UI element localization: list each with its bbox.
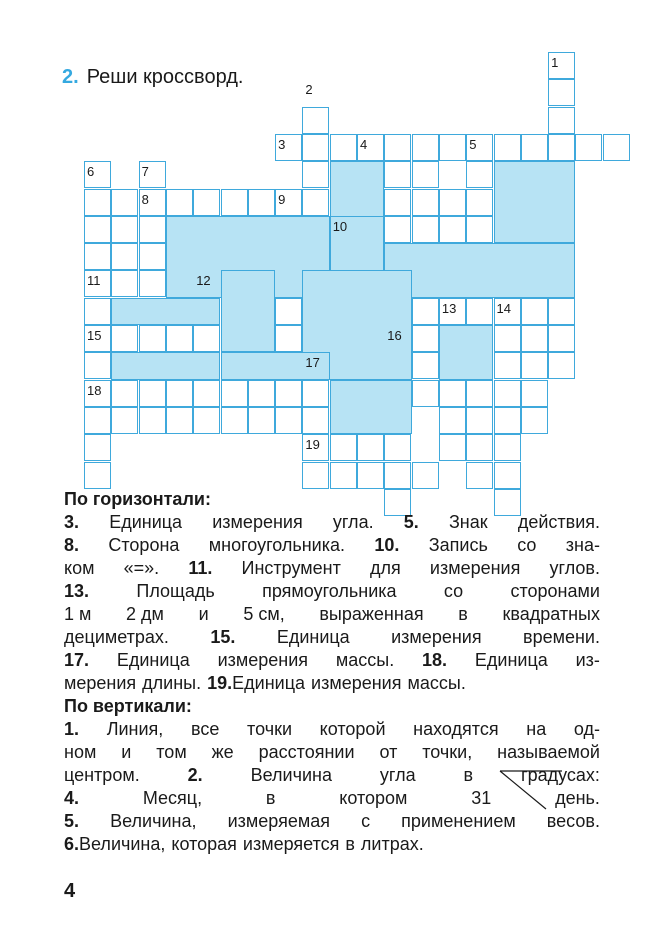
- clue-word: в: [458, 604, 468, 624]
- crossword-cell[interactable]: [221, 380, 248, 407]
- clue-word: Инструмент: [241, 558, 341, 578]
- crossword-cell[interactable]: [466, 462, 493, 489]
- crossword-cell[interactable]: [521, 352, 548, 379]
- crossword-cell[interactable]: [412, 134, 439, 161]
- shaded-block: [111, 298, 220, 325]
- clue-word: измерения: [212, 512, 303, 532]
- crossword-cell[interactable]: [494, 325, 521, 352]
- crossword-cell[interactable]: [139, 270, 166, 297]
- cell-number: 1: [551, 55, 559, 70]
- crossword-cell[interactable]: [302, 462, 329, 489]
- across-clues: [64, 511, 600, 695]
- clue-word: с: [361, 811, 371, 831]
- clue-word: находятся: [413, 719, 499, 739]
- clue-word: день.: [555, 788, 600, 808]
- crossword-cell[interactable]: [166, 407, 193, 434]
- clue-line: [64, 534, 600, 557]
- cell-number: 3: [278, 136, 286, 152]
- crossword-cell[interactable]: [439, 134, 466, 161]
- crossword-cell[interactable]: [330, 134, 357, 161]
- crossword-cell[interactable]: [439, 216, 466, 243]
- clue-word: градусах:: [521, 765, 600, 785]
- crossword-cell[interactable]: [248, 380, 275, 407]
- crossword-cell[interactable]: [357, 462, 384, 489]
- clue-number: 19.: [207, 673, 233, 693]
- crossword-cell[interactable]: [384, 189, 411, 216]
- crossword-cell[interactable]: [548, 107, 575, 134]
- crossword-cell[interactable]: [275, 380, 302, 407]
- clue-line: [64, 580, 600, 603]
- clue-line: [64, 557, 600, 580]
- crossword-cell[interactable]: [466, 216, 493, 243]
- crossword-cell[interactable]: [139, 380, 166, 407]
- clue-number: 5.: [403, 512, 419, 532]
- clue-word: для: [369, 558, 401, 578]
- shaded-block: [221, 270, 276, 352]
- crossword-cell[interactable]: [221, 407, 248, 434]
- crossword-cell[interactable]: [193, 325, 220, 352]
- crossword-cell[interactable]: [521, 407, 548, 434]
- clue-number: 6.: [64, 834, 80, 854]
- clue-word: угла.: [332, 512, 374, 532]
- clue-word: ном: [64, 742, 97, 762]
- clue-word: измеряется: [242, 834, 340, 854]
- clue-word: действия.: [517, 512, 600, 532]
- crossword-cell[interactable]: [166, 380, 193, 407]
- cell-number: 15: [87, 328, 102, 343]
- clue-word: точки,: [422, 742, 473, 762]
- cell-number: 13: [441, 300, 457, 316]
- crossword-cell[interactable]: [275, 407, 302, 434]
- clue-word: массы.: [335, 650, 395, 670]
- crossword-cell[interactable]: [548, 352, 575, 379]
- crossword-cell[interactable]: [412, 216, 439, 243]
- clue-word: применением: [401, 811, 516, 831]
- crossword-cell[interactable]: [494, 462, 521, 489]
- crossword-cell[interactable]: [412, 462, 439, 489]
- clue-number: 18.: [422, 650, 448, 670]
- clue-word: Единица: [474, 650, 548, 670]
- crossword-cell[interactable]: [139, 243, 166, 270]
- clue-word: же: [211, 742, 234, 762]
- clue-number: 10.: [374, 535, 400, 555]
- cell-number: 16: [387, 328, 402, 343]
- clue-word: Месяц,: [142, 788, 203, 808]
- clue-word: Единица: [109, 512, 183, 532]
- clue-line: [64, 833, 600, 856]
- clue-word: дециметрах.: [64, 627, 169, 647]
- clue-word: 31: [471, 788, 492, 808]
- crossword-cell[interactable]: [84, 434, 111, 461]
- clue-word: все: [190, 719, 220, 739]
- crossword-cell[interactable]: [548, 134, 575, 161]
- cell-number: 5: [469, 136, 477, 152]
- crossword-cell[interactable]: [466, 189, 493, 216]
- crossword-cell[interactable]: [111, 380, 138, 407]
- crossword-cell[interactable]: [384, 134, 411, 161]
- clue-number: 8.: [64, 535, 80, 555]
- crossword-cell[interactable]: [494, 380, 521, 407]
- crossword-cell[interactable]: [111, 325, 138, 352]
- crossword-cell[interactable]: [466, 298, 493, 325]
- crossword-cell[interactable]: [521, 325, 548, 352]
- crossword-cell[interactable]: [302, 407, 329, 434]
- cell-number: 17: [305, 355, 320, 371]
- clue-word: которой: [319, 719, 386, 739]
- cell-number: 7: [141, 164, 149, 180]
- clue-word: измерения: [217, 650, 309, 670]
- clue-word: называемой: [497, 742, 600, 762]
- crossword-cell[interactable]: [302, 161, 329, 188]
- crossword-cell[interactable]: [521, 298, 548, 325]
- crossword-cell[interactable]: [166, 325, 193, 352]
- crossword-cell[interactable]: [439, 380, 466, 407]
- clue-line: [64, 649, 600, 672]
- crossword-cell[interactable]: [275, 325, 302, 352]
- crossword-cell[interactable]: [412, 189, 439, 216]
- clue-number: 1.: [64, 719, 80, 739]
- clue-word: литрах.: [360, 834, 424, 854]
- clue-word: и: [121, 742, 132, 762]
- crossword-cell[interactable]: [466, 161, 493, 188]
- clue-number: 4.: [64, 788, 80, 808]
- crossword-cell[interactable]: [603, 134, 630, 161]
- shaded-block: [111, 352, 220, 379]
- clue-word: квадратных: [502, 604, 600, 624]
- crossword-cell[interactable]: [548, 79, 575, 106]
- clue-word: 2 дм: [126, 604, 164, 624]
- clue-word: которая: [171, 834, 237, 854]
- crossword-cell[interactable]: [302, 134, 329, 161]
- across-heading: По горизонтали:: [64, 489, 211, 509]
- clue-number: 13.: [64, 581, 90, 601]
- clue-word: прямоугольника: [262, 581, 397, 601]
- clue-word: котором: [339, 788, 408, 808]
- crossword-cell[interactable]: [357, 434, 384, 461]
- clue-line: [64, 626, 600, 649]
- crossword-cell[interactable]: [139, 325, 166, 352]
- crossword-cell[interactable]: [330, 434, 357, 461]
- clue-word: Площадь: [136, 581, 215, 601]
- clue-line: [64, 672, 600, 695]
- crossword-cell[interactable]: [548, 298, 575, 325]
- crossword-cell[interactable]: [521, 380, 548, 407]
- angle-icon: [498, 765, 568, 815]
- clue-word: в: [345, 834, 355, 854]
- down-heading: По вертикали:: [64, 696, 192, 716]
- clue-word: точки: [247, 719, 292, 739]
- crossword-cell[interactable]: [384, 161, 411, 188]
- clue-word: в: [463, 765, 474, 785]
- clue-word: углов.: [549, 558, 600, 578]
- crossword-cell[interactable]: [494, 352, 521, 379]
- crossword-cell[interactable]: [439, 189, 466, 216]
- clue-word: расстоянии: [258, 742, 355, 762]
- crossword-cell[interactable]: [466, 407, 493, 434]
- clue-word: массы.: [407, 673, 466, 693]
- clue-word: мерения: [64, 673, 137, 693]
- crossword-cell[interactable]: [384, 216, 411, 243]
- clue-word: времени.: [523, 627, 600, 647]
- clue-word: Величина,: [110, 811, 197, 831]
- shaded-block: [439, 325, 494, 380]
- crossword-cell[interactable]: [412, 380, 439, 407]
- clue-word: од-: [573, 719, 600, 739]
- clue-number: 3.: [64, 512, 80, 532]
- crossword-cell[interactable]: [193, 189, 220, 216]
- crossword-cell[interactable]: [111, 189, 138, 216]
- crossword-cell[interactable]: [494, 134, 521, 161]
- cell-number: 14: [496, 300, 511, 316]
- clue-number: 11.: [188, 558, 213, 578]
- clue-word: измерения: [391, 627, 482, 647]
- crossword-cell[interactable]: [248, 189, 275, 216]
- crossword-cell[interactable]: [193, 407, 220, 434]
- clue-number: 15.: [210, 627, 236, 647]
- clue-number: 2.: [187, 765, 203, 785]
- crossword-cell[interactable]: [221, 189, 248, 216]
- clue-word: Запись: [428, 535, 488, 555]
- clue-word: со: [517, 535, 537, 555]
- clue-word: Величина,: [79, 834, 166, 854]
- crossword-cell[interactable]: [139, 216, 166, 243]
- crossword-cell[interactable]: [521, 134, 548, 161]
- clue-word: Единица: [276, 627, 350, 647]
- crossword-cell[interactable]: [439, 407, 466, 434]
- clue-line: [64, 603, 600, 626]
- cell-number: 6: [87, 164, 95, 180]
- clue-line: [64, 718, 600, 741]
- crossword-cell[interactable]: [111, 270, 138, 297]
- clue-word: 1 м: [64, 604, 92, 624]
- clue-word: измерения: [429, 558, 521, 578]
- crossword-cell[interactable]: [84, 216, 111, 243]
- task-title: Реши кроссворд.: [86, 66, 244, 88]
- crossword-cell[interactable]: [248, 407, 275, 434]
- crossword-cell[interactable]: [384, 462, 411, 489]
- crossword-cell[interactable]: [494, 434, 521, 461]
- task-number: 2.: [62, 66, 79, 88]
- crossword-cell[interactable]: [466, 434, 493, 461]
- clue-word: на: [526, 719, 547, 739]
- crossword-cell[interactable]: [412, 325, 439, 352]
- clue-word: со: [443, 581, 464, 601]
- clue-word: «=».: [123, 558, 160, 578]
- crossword-cell[interactable]: [412, 298, 439, 325]
- crossword-cell[interactable]: [84, 407, 111, 434]
- cell-number: 9: [278, 191, 286, 207]
- clue-word: Единица: [116, 650, 190, 670]
- cell-number: 19: [305, 437, 320, 453]
- clue-word: выраженная: [319, 604, 424, 624]
- clue-word: от: [379, 742, 398, 762]
- clue-word: Сторона: [108, 535, 180, 555]
- cell-number: 12: [196, 273, 211, 289]
- crossword-cell[interactable]: [302, 380, 329, 407]
- crossword-cell[interactable]: [302, 107, 329, 134]
- crossword-cell[interactable]: [548, 325, 575, 352]
- page-number: 4: [64, 880, 76, 902]
- shaded-block: [494, 161, 576, 243]
- crossword-cell[interactable]: [193, 380, 220, 407]
- cell-number: 11: [87, 273, 101, 289]
- crossword-cell[interactable]: [111, 216, 138, 243]
- clue-word: измеряемая: [227, 811, 330, 831]
- crossword-cell[interactable]: [166, 189, 193, 216]
- crossword-cell[interactable]: [84, 243, 111, 270]
- clue-number: 5.: [64, 811, 80, 831]
- crossword-cell[interactable]: [84, 189, 111, 216]
- crossword-cell[interactable]: [84, 462, 111, 489]
- crossword-cell[interactable]: [302, 189, 329, 216]
- crossword-cell[interactable]: [384, 434, 411, 461]
- clue-word: угла: [379, 765, 416, 785]
- clue-word: Величина: [250, 765, 332, 785]
- clue-word: зна-: [565, 535, 600, 555]
- clue-word: Единица: [232, 673, 306, 693]
- cell-number: 10: [332, 218, 348, 234]
- clue-word: длины.: [142, 673, 202, 693]
- cell-number: 8: [141, 191, 149, 207]
- clue-word: весов.: [546, 811, 600, 831]
- clue-number: 17.: [64, 650, 90, 670]
- crossword-cell[interactable]: [111, 407, 138, 434]
- clue-word: многоугольника.: [208, 535, 346, 555]
- crossword-cell[interactable]: [111, 243, 138, 270]
- crossword-cell[interactable]: [84, 352, 111, 379]
- clue-word: Линия,: [106, 719, 164, 739]
- cell-number: 2: [305, 82, 313, 98]
- clue-word: 5 см,: [243, 604, 285, 624]
- crossword-cell[interactable]: [466, 380, 493, 407]
- crossword-cell[interactable]: [412, 161, 439, 188]
- crossword-cell[interactable]: [84, 298, 111, 325]
- clue-word: центром.: [64, 765, 140, 785]
- clue-word: том: [156, 742, 187, 762]
- shaded-block: [330, 380, 412, 435]
- shaded-block: [384, 243, 575, 298]
- cell-number: 18: [87, 382, 102, 398]
- crossword-cell[interactable]: [439, 434, 466, 461]
- crossword-cell[interactable]: [275, 298, 302, 325]
- clue-word: и: [198, 604, 209, 624]
- clue-line: [64, 741, 600, 764]
- crossword-cell[interactable]: [139, 407, 166, 434]
- crossword-cell[interactable]: [412, 352, 439, 379]
- clue-word: сторонами: [510, 581, 600, 601]
- crossword-cell[interactable]: [575, 134, 602, 161]
- clue-word: из-: [575, 650, 600, 670]
- cell-number: 4: [360, 136, 368, 152]
- clue-word: в: [265, 788, 276, 808]
- clue-word: Знак: [448, 512, 488, 532]
- crossword-cell[interactable]: [330, 462, 357, 489]
- clue-word: измерения: [311, 673, 402, 693]
- clue-word: ком: [64, 558, 95, 578]
- clue-line: [64, 511, 600, 534]
- crossword-cell[interactable]: [494, 407, 521, 434]
